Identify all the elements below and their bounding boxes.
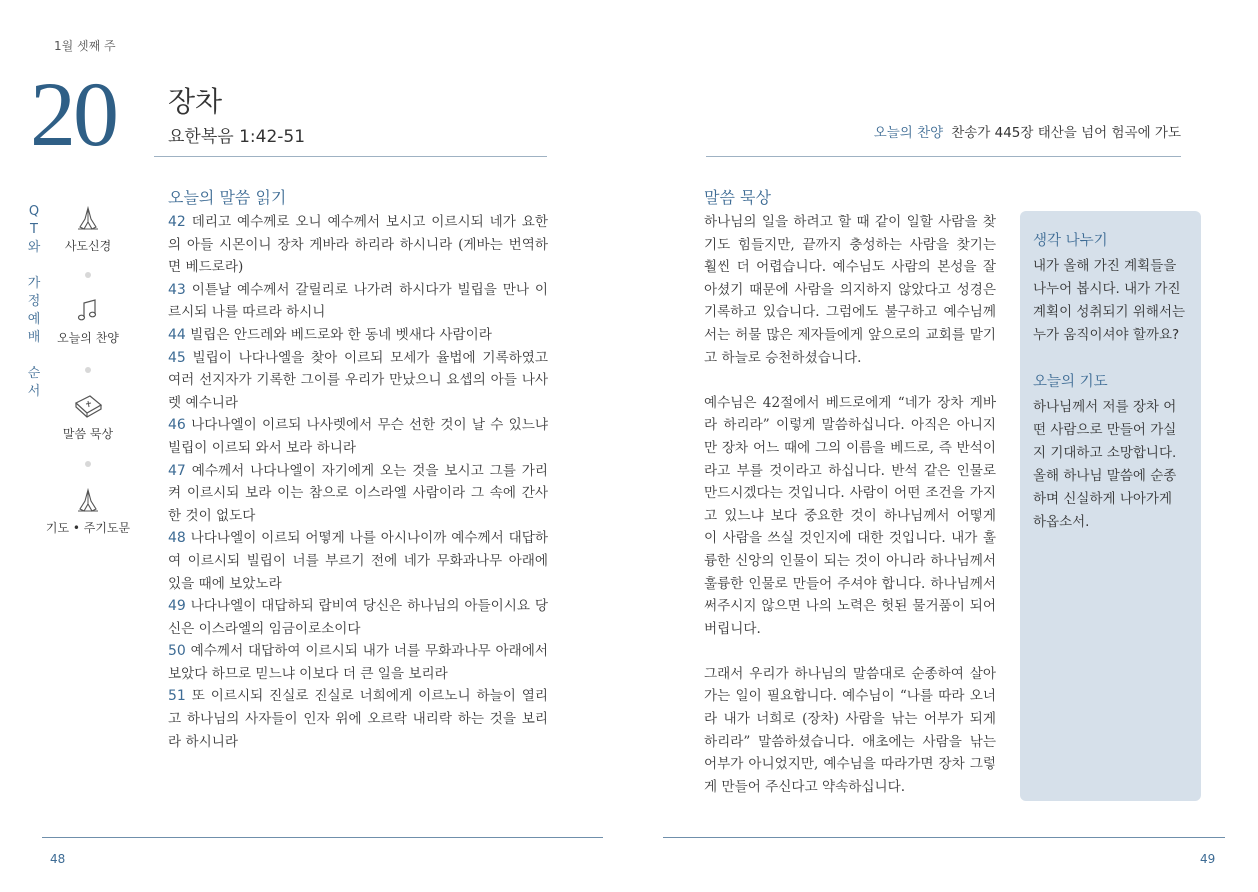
verse-number: 43 [168,281,186,298]
verse-text: 빌립은 안드레와 베드로와 한 동네 벳새다 사람이라 [190,326,492,343]
prayer-text: 하나님께서 저를 장차 어떤 사람으로 만들어 가실지 기대하고 소망합니다. 올해 하나님 말씀에 순종하며 신실하게 나아가게 하옵소서. [1033,399,1177,530]
page-number-right: 49 [1200,852,1216,866]
meditation-paragraph: 그래서 우리가 하나님의 말씀대로 순종하여 살아가는 일이 필요합니다. 예수님이 “나를 따라 오너라 내가 너희로 (장차) 사람을 낚는 어부가 되게 하리라” 말씀하셨습니다. 애초에는 사람을 낚는 어부가 아니었지만, 예수님을 따라가면 장차 그렇게 만들어 주신다고 약속하십니다. [704,665,996,795]
verse-text: 빌립이 나다나엘을 찾아 이르되 모세가 율법에 기록하였고 여러 선지자가 기록한 그이를 우리가 만났으니 요셉의 아들 나사렛 예수니라 [168,349,548,411]
verse-text: 나다나엘이 이르되 어떻게 나를 아시나이까 예수께서 대답하여 이르시되 빌립이 너를 부르기 전에 네가 무화과나무 아래에 있을 때에 보았노라 [168,530,548,592]
verse [168,595,548,640]
praying-hands-icon [73,205,103,233]
footer-divider-left [42,837,603,838]
verse-number: 46 [168,417,186,434]
verse [168,324,548,347]
order-item-label: 기도 • 주기도문 [45,521,131,535]
header-divider-right [706,156,1181,157]
separator-dot [85,367,91,373]
hymn-info [874,121,1181,141]
order-item-label: 사도신경 [64,239,112,253]
order-item-prayer [38,487,138,536]
verse-number: 50 [168,643,186,660]
order-item-hymn [38,297,138,346]
order-item-label: 오늘의 찬양 [57,331,119,345]
verse [168,685,548,753]
verse-text: 나다나엘이 이르되 나사렛에서 무슨 선한 것이 날 수 있느냐 빌립이 이르되 와서 보라 하니라 [168,417,548,456]
verse-text: 또 이르시되 진실로 진실로 너희에게 이르노니 하늘이 열리고 하나님의 사자들이 인자 위에 오르락 내리락 하는 것을 보리라 하시니라 [168,688,549,750]
verse-number: 47 [168,462,186,479]
vertical-section-title: Q T 와 가 정 예 배 순 서 [27,204,41,399]
header-divider-left [154,156,547,157]
verse [168,640,548,685]
meditation-body [704,211,996,821]
verse-number: 44 [168,326,186,343]
verse-number: 42 [168,214,186,230]
scripture-reference: 요한복음 1:42-51 [168,127,306,147]
scripture-body [168,211,548,753]
day-number: 20 [30,63,116,165]
verse-text: 예수께서 대답하여 이르시되 내가 너를 무화과나무 아래에서 보았다 하므로 믿느냐 이보다 더 큰 일을 보리라 [168,643,548,682]
scripture-heading: 오늘의 말씀 읽기 [168,188,287,207]
order-item-creed [38,205,138,254]
share-heading: 생각 나누기 [1033,233,1108,249]
verse-text: 데리고 예수께로 오니 예수께서 보시고 이르시되 네가 요한의 아들 시몬이니 장차 게바라 하리라 하시니라 (게바는 번역하면 베드로라) [168,214,549,276]
week-label: 1월 셋째 주 [54,39,116,53]
share-text: 내가 올해 가진 계획들을 나누어 봅시다. 내가 가진 계획이 성취되기 위해서는 누가 움직이셔야 할까요? [1033,258,1186,343]
hymn-label: 오늘의 찬양 [873,125,944,141]
verse-number: 48 [168,530,186,547]
verse [168,460,548,528]
order-item-label: 말씀 묵상 [62,427,114,441]
verse-number: 45 [168,349,186,366]
separator-dot [85,272,91,278]
verse-text: 이튿날 예수께서 갈릴리로 나가려 하시다가 빌립을 만나 이르시되 나를 따르라 하시니 [168,281,549,321]
verse [168,211,548,279]
prayer-heading: 오늘의 기도 [1033,374,1108,390]
page-title: 장차 [168,86,223,117]
bible-icon [72,393,104,421]
reflection-box [1020,211,1201,801]
separator-dot [85,461,91,467]
meditation-paragraph: 하나님의 일을 하려고 할 때 같이 일할 사람을 찾기도 힘들지만, 끝까지 충성하는 사람을 찾기는 훨씬 더 어렵습니다. 예수님도 사람의 본성을 잘 아셨기 때문에 사람을 의지하지 않았다고 성경은 기록하고 있습니다. 그럼에도 불구하고 예수님께서는 허물 많은 제자들에게 앞으로의 교회를 맡기고 하늘로 승천하셨습니다. [704,214,996,366]
page-number-left: 48 [50,852,66,866]
verse [168,527,548,595]
verse-number: 51 [168,688,186,705]
meditation-heading: 말씀 묵상 [704,188,771,207]
music-note-icon [73,297,103,325]
verse-text: 예수께서 나다나엘이 자기에게 오는 것을 보시고 그를 가리켜 이르시되 보라 이는 참으로 이스라엘 사람이라 그 속에 간사한 것이 없도다 [168,462,549,524]
verse-number: 49 [168,598,186,615]
verse [168,347,548,415]
hymn-text: 찬송가 445장 태산을 넘어 험곡에 가도 [951,125,1181,141]
footer-divider-right [663,837,1225,838]
verse [168,279,548,324]
order-item-meditation [38,393,138,442]
meditation-paragraph: 예수님은 42절에서 베드로에게 “네가 장차 게바라 하리라” 이렇게 말씀하십니다. 아직은 아니지만 장차 어느 때에 그의 이름을 베드로, 즉 반석이라고 부를 것이라고 하십니다. 반석 같은 인물로 만드시겠다는 것입니다. 사람이 어떤 조건을 가지고 있느냐 보다 중요한 것이 하나님께서 어떻게 이 사람을 쓰실 것인지에 대한 것입니다. 내가 훌륭한 신앙의 인물이 되는 것이 아니라 하나님께서 훌륭한 인물로 만들어 주셔야 합니다. 하나님께서 써주시지 않으면 나의 노력은 헛된 물거품이 되어 버립니다. [704,394,996,637]
verse [168,414,548,459]
praying-hands-icon [73,487,103,515]
verse-text: 나다나엘이 대답하되 랍비여 당신은 하나님의 아들이시요 당신은 이스라엘의 임금이로소이다 [168,598,548,637]
